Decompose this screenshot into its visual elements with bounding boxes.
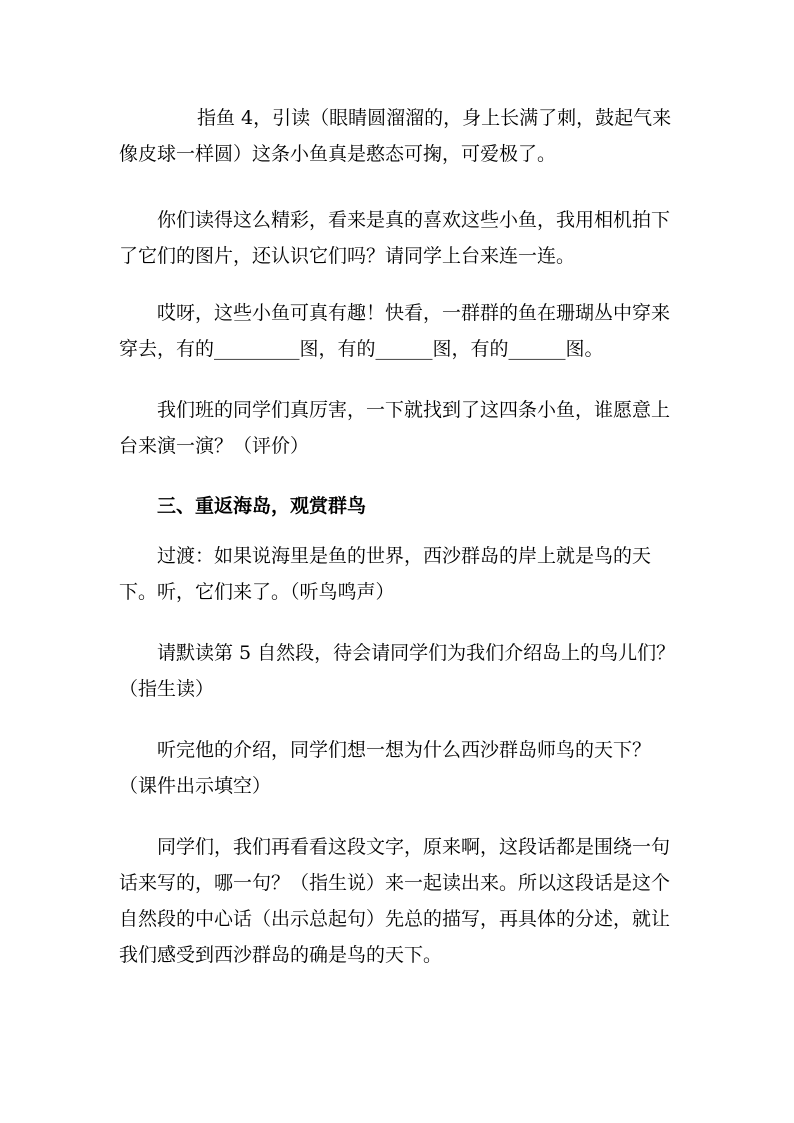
text-line: 听完他的介绍，同学们想一想为什么西沙群岛师鸟的天下？ [157,739,652,761]
text-line: 台来演一演？（评价） [119,435,310,457]
text-line: 我们班的同学们真厉害，一下就找到了这四条小鱼，谁愿意上 [157,399,671,421]
section-heading [119,488,679,524]
text-line: 话来写的，哪一句？（指生说）来一起读出来。所以这段话是这个 [119,872,671,894]
text-line: 过渡：如果说海里是鱼的世界，西沙群岛的岸上就是鸟的天 [157,545,652,567]
paragraph-fish-4 [119,100,679,172]
text-line: 你们读得这么精彩，看来是真的喜欢这些小鱼，我用相机拍下 [157,209,671,231]
text-line: 下。听，它们来了。（听鸟鸣声） [119,581,395,603]
text-line: 我们感受到西沙群岛的确是鸟的天下。 [119,944,443,966]
text-line: 了它们的图片，还认识它们吗？请同学上台来连一连。 [119,245,576,267]
text-line: （课件出示填空） [119,775,272,797]
paragraph-act-out [119,392,679,464]
text-line: 请默读第 5 自然段，待会请同学们为我们介绍岛上的鸟儿们？ [157,642,676,664]
text-line: 像皮球一样圆）这条小鱼真是憨态可掬，可爱极了。 [119,143,557,165]
paragraph-why-birds [119,732,679,804]
text-line: 穿去，有的_________图，有的______图，有的______图。 [119,338,604,360]
text-line: （指生读） [119,678,215,700]
paragraph-transition [119,538,679,610]
paragraph-fill-blanks [119,295,679,367]
text-line: 哎呀，这些小鱼可真有趣！快看，一群群的鱼在珊瑚丛中穿来 [157,302,671,324]
text-line: 自然段的中心话（出示总起句）先总的描写，再具体的分述，就让 [119,908,671,930]
paragraph-silent-reading [119,635,679,707]
heading-text: 三、重返海岛，观赏群鸟 [157,495,367,517]
text-line: 指鱼 4，引读（眼睛圆溜溜的，身上长满了刺，鼓起气来 [197,107,672,129]
paragraph-central-sentence [119,829,679,973]
text-line: 同学们，我们再看看这段文字，原来啊，这段话都是围绕一句 [157,836,671,858]
paragraph-camera-pictures [119,202,679,274]
